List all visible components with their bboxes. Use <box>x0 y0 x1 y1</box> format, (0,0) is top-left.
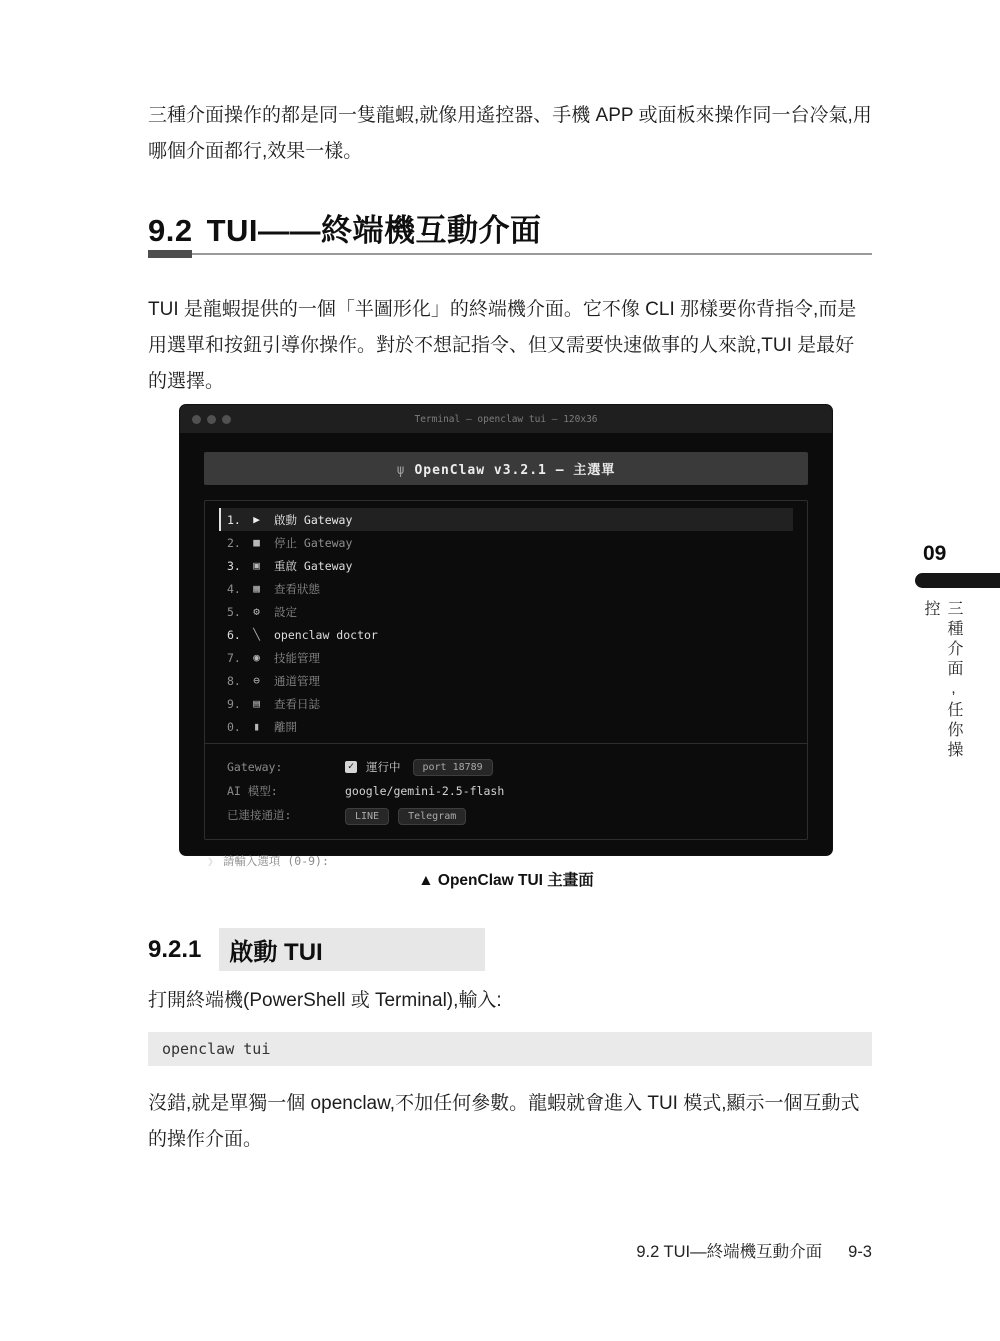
tui-header-bar <box>204 452 808 485</box>
model-value: google/gemini-2.5-flash <box>345 784 505 798</box>
terminal-body <box>180 433 832 869</box>
terminal-window <box>180 405 832 868</box>
prompt-chevron-icon: ❯ <box>207 854 214 868</box>
channel-badges <box>345 808 475 822</box>
menu-item-number: 9. <box>227 696 241 711</box>
menu-item-6[interactable] <box>219 623 793 646</box>
model-label: AI 模型: <box>227 784 278 798</box>
gateway-label: Gateway: <box>227 760 283 774</box>
status-icon: ▦ <box>253 582 260 595</box>
logs-icon: ▤ <box>253 697 260 710</box>
menu-item-label: openclaw doctor <box>274 627 378 642</box>
maximize-window-icon[interactable] <box>222 415 231 424</box>
menu-item-8[interactable] <box>219 669 793 692</box>
menu-item-label: 查看狀態 <box>274 581 320 596</box>
section-rule <box>148 250 872 258</box>
port-badge: port 18789 <box>413 759 493 776</box>
menu-item-label: 離開 <box>274 719 297 734</box>
menu-item-number: 1. <box>227 512 241 527</box>
status-block <box>205 743 807 839</box>
section-body-paragraph: TUI 是龍蝦提供的一個「半圖形化」的終端機介面。它不像 CLI 那樣要你背指令,而是用選單和按鈕引導你操作。對於不想記指令、但又需要快速做事的人來說,TUI 是最好的選擇。 <box>148 299 857 392</box>
subsection-heading <box>148 928 485 971</box>
restart-icon: ▣ <box>253 559 260 572</box>
code-block: openclaw tui <box>148 1032 872 1066</box>
menu-item-7[interactable] <box>219 646 793 669</box>
menu-item-number: 2. <box>227 535 241 550</box>
footer-page-number: 9-3 <box>848 1243 872 1261</box>
footer-section-ref: 9.2 TUI—終端機互動介面 <box>636 1243 823 1261</box>
menu-item-4[interactable] <box>219 577 793 600</box>
minimize-window-icon[interactable] <box>207 415 216 424</box>
channel-badge: Telegram <box>398 808 466 825</box>
menu-item-label: 重啟 Gateway <box>274 558 353 573</box>
menu-item-5[interactable] <box>219 600 793 623</box>
exit-icon: ▮ <box>253 720 260 733</box>
subsection-number: 9.2.1 <box>148 935 202 963</box>
menu-item-number: 0. <box>227 719 241 734</box>
menu-item-number: 3. <box>227 558 241 573</box>
menu-item-number: 6. <box>227 627 241 642</box>
rule-accent <box>148 250 192 258</box>
chapter-title-vertical: 三種介面,任你操控 <box>922 600 962 761</box>
chapter-tab-pill <box>915 573 1000 588</box>
intro-paragraph: 三種介面操作的都是同一隻龍蝦,就像用遙控器、手機 APP 或面板來操作同一台冷氣,用哪個介面都行,效果一樣。 <box>148 105 872 162</box>
close-window-icon[interactable] <box>192 415 201 424</box>
stop-icon: ■ <box>253 536 260 549</box>
chapter-number: 09 <box>923 542 947 565</box>
subsection-title: 啟動 TUI <box>219 928 484 971</box>
page-footer <box>636 1238 872 1262</box>
figure-caption: ▲ OpenClaw TUI 主畫面 <box>418 872 594 889</box>
menu-item-number: 7. <box>227 650 241 665</box>
prompt-text: 請輸入選項 (0-9): <box>222 854 329 868</box>
menu-item-label: 通道管理 <box>274 673 320 688</box>
channels-icon: ⊖ <box>253 674 260 687</box>
model-status-row <box>227 779 785 803</box>
section-heading <box>148 205 872 250</box>
play-icon: ▶ <box>253 513 260 526</box>
running-check-icon: ✓ <box>345 761 357 773</box>
menu-item-number: 4. <box>227 581 241 596</box>
channel-badge: LINE <box>345 808 389 825</box>
chapter-side-tab <box>910 542 1000 775</box>
input-prompt[interactable] <box>207 853 808 869</box>
section-title: TUI——終端機互動介面 <box>206 213 542 248</box>
menu-item-label: 設定 <box>274 604 297 619</box>
channels-status-row <box>227 803 785 827</box>
terminal-window-title: Terminal — openclaw tui — 120x36 <box>414 413 598 425</box>
channels-label: 已連接通道: <box>227 808 292 822</box>
wrench-icon: ╲ <box>253 628 260 641</box>
lobster-icon: ψ <box>396 463 406 478</box>
section-number: 9.2 <box>148 213 193 248</box>
menu-item-0[interactable] <box>219 715 793 738</box>
closing-paragraph: 沒錯,就是單獨一個 openclaw,不加任何參數。龍蝦就會進入 TUI 模式,顯示一個互動式的操作介面。 <box>148 1093 860 1150</box>
subsection-body-paragraph: 打開終端機(PowerShell 或 Terminal),輸入: <box>148 990 502 1011</box>
gear-icon: ⚙ <box>253 605 260 618</box>
menu-item-label: 查看日誌 <box>274 696 320 711</box>
menu-item-label: 停止 Gateway <box>274 535 353 550</box>
menu-item-label: 技能管理 <box>274 650 320 665</box>
traffic-light-buttons <box>192 415 231 424</box>
menu-item-3[interactable] <box>219 554 793 577</box>
menu-item-label: 啟動 Gateway <box>274 512 353 527</box>
tui-menu-panel <box>204 500 808 840</box>
menu-item-number: 8. <box>227 673 241 688</box>
menu-list <box>205 501 807 743</box>
rule-line <box>148 253 872 255</box>
tui-header-title: OpenClaw v3.2.1 — 主選單 <box>414 463 616 478</box>
menu-item-9[interactable] <box>219 692 793 715</box>
menu-item-number: 5. <box>227 604 241 619</box>
gateway-state: 運行中 <box>366 760 401 774</box>
terminal-titlebar <box>180 405 832 433</box>
menu-item-1[interactable] <box>219 508 793 531</box>
gateway-status-row <box>227 755 785 779</box>
skills-icon: ◉ <box>253 651 260 664</box>
menu-item-2[interactable] <box>219 531 793 554</box>
